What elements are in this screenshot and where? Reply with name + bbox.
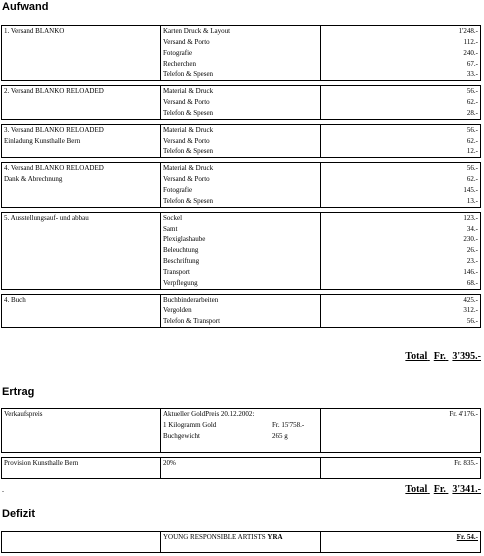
defizit-row [2,532,481,553]
ertrag-total-currency: Fr. [433,484,446,495]
aufwand-row-amounts [321,163,481,207]
cost-item: Vergolden [163,306,192,315]
cost-item: Telefon & Spesen [163,147,214,156]
buchgewicht-name: Buchgewicht [163,431,200,440]
aufwand-row [2,294,481,328]
cost-amount: 12.- [466,147,478,156]
ertrag-heading: Ertrag [2,386,35,398]
cost-amount: 146.- [463,267,478,276]
gold-kilogram-value: Fr. 15'758.- [272,420,305,429]
cost-item: Telefon & Transport [163,317,221,326]
defizit-name-abbr: YRA [267,533,283,541]
aufwand-row-items [161,212,321,289]
cost-amount: 56.- [466,317,478,326]
provision-percent: 20% [161,458,321,479]
provision-title: Provision Kunsthalle Bern [2,458,161,479]
cost-amount: 23.- [466,257,478,266]
cost-item: Telefon & Spesen [163,70,214,79]
cost-amount: 33.- [466,70,478,79]
cost-amount: 312.- [463,306,478,315]
cost-item: Samt [163,224,178,233]
cost-item: Versand & Porto [163,136,210,145]
ertrag-table [1,408,481,479]
row-title-line: 4. Versand BLANKO RELOADED [4,164,104,173]
aufwand-row-amounts [321,26,481,81]
verkaufspreis-amount: Fr. 4'176.- [321,409,481,453]
aufwand-table [1,25,481,328]
cost-item: Versand & Porto [163,37,210,46]
aufwand-row [2,26,481,81]
cost-amount: 67.- [466,59,478,68]
cost-amount: 56.- [466,125,478,134]
cost-amount: 28.- [466,108,478,117]
cost-item: Material & Druck [163,125,214,134]
verkaufspreis-title: Verkaufspreis [2,409,161,453]
ertrag-total-value: 3'341.- [452,484,481,495]
aufwand-row [2,212,481,289]
row-title-line: 1. Versand BLANKO [4,27,65,35]
aufwand-row-items [161,124,321,158]
aufwand-row-amounts [321,294,481,328]
provision-amount: Fr. 835.- [321,458,481,479]
cost-amount: 230.- [463,235,478,244]
cost-item: Telefon & Spesen [163,196,214,205]
cost-item: Buchbinderarbeiten [163,295,219,304]
aufwand-row [2,86,481,120]
aufwand-row-title [2,26,161,81]
aufwand-row-title [2,163,161,207]
buchgewicht-value: 265 g [272,431,288,440]
aufwand-row-amounts [321,86,481,120]
ertrag-dot: . [2,485,4,494]
ertrag-row-verkaufspreis [2,409,481,453]
cost-amount: 123.- [463,213,478,222]
ertrag-total-label: Total [405,484,428,495]
cost-amount: 26.- [466,246,478,255]
row-title-line: 5. Ausstellungsauf- und abbau [4,213,89,222]
buchgewicht-line [163,431,320,442]
cost-amount: 62.- [466,175,478,184]
cost-amount: 1'248.- [458,27,478,35]
cost-item: Beschriftung [163,257,200,266]
cost-amount: 112.- [463,37,478,46]
ertrag-total [401,484,481,496]
aufwand-row-items [161,86,321,120]
aufwand-row-items [161,163,321,207]
defizit-amount: Fr. 54.- [456,533,478,541]
cost-item: Versand & Porto [163,98,210,107]
defizit-name-prefix: YOUNG RESPONSIBLE ARTISTS [163,533,266,541]
aufwand-total-value: 3'395.- [452,351,481,362]
cost-item: Transport [163,267,190,276]
row-title-line: 4. Buch [4,295,26,304]
cost-item: Versand & Porto [163,175,210,184]
aufwand-row-items [161,26,321,81]
cost-item: Beleuchtung [163,246,199,255]
row-title-line: 3. Versand BLANKO RELOADED [4,125,104,134]
cost-item: Recherchen [163,59,197,68]
cost-amount: 56.- [466,87,478,96]
cost-amount: 425.- [463,295,478,304]
aufwand-row-title [2,86,161,120]
aufwand-heading: Aufwand [2,1,49,13]
aufwand-row-title [2,294,161,328]
cost-amount: 62.- [466,136,478,145]
cost-amount: 240.- [463,48,478,57]
cost-amount: 62.- [466,98,478,107]
defizit-empty-cell [2,532,161,553]
aufwand-row-amounts [321,124,481,158]
cost-item: Fotografie [163,185,193,194]
cost-item: Material & Druck [163,87,214,96]
aufwand-total-currency: Fr. [433,351,446,362]
aufwand-row [2,163,481,207]
cost-item: Karten Druck & Layout [163,27,231,35]
cost-item: Telefon & Spesen [163,108,214,117]
aufwand-total [401,351,481,363]
cost-item: Plexiglashaube [163,235,206,244]
cost-item: Sockel [163,213,183,222]
cost-amount: 13.- [466,196,478,205]
cost-amount: 68.- [466,278,478,287]
cost-amount: 56.- [466,164,478,173]
aufwand-row-title [2,212,161,289]
cost-amount: 34.- [466,224,478,233]
cost-amount: 145.- [463,185,478,194]
aufwand-row-amounts [321,212,481,289]
defizit-amount-cell [321,532,481,553]
verkaufspreis-detail [161,409,321,453]
cost-item: Verpflegung [163,278,198,287]
defizit-heading: Defizit [2,508,35,520]
cost-item: Material & Druck [163,164,214,173]
defizit-table [1,531,481,553]
aufwand-total-label: Total [405,351,428,362]
gold-kilogram-name: 1 Kilogramm Gold [163,420,217,429]
aufwand-row-title [2,124,161,158]
row-title-line: Einladung Kunsthalle Bern [4,136,81,145]
ertrag-row-provision [2,458,481,479]
goldpreis-line: Aktueller GoldPreis 20.12.2002: [163,410,255,418]
gold-kilogram-line [163,420,320,431]
defizit-name [161,532,321,553]
cost-item: Fotografie [163,48,193,57]
row-title-line: Dank & Abrechnung [4,175,63,184]
aufwand-row-items [161,294,321,328]
row-title-line: 2. Versand BLANKO RELOADED [4,87,104,96]
aufwand-row [2,124,481,158]
